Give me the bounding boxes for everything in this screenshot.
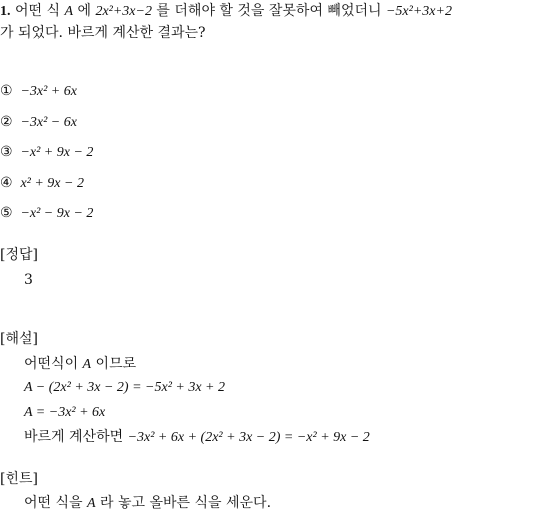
- choice-3[interactable]: [0, 143, 93, 162]
- choice-mark: ②: [0, 114, 13, 130]
- question-text-pre: 어떤 식: [14, 3, 65, 19]
- explanation-line-4: [24, 428, 370, 447]
- choice-expr: −3x² + 6x: [20, 84, 77, 99]
- choice-2[interactable]: [0, 113, 77, 132]
- hint-text: [24, 494, 271, 513]
- question-var-a: A: [64, 4, 73, 19]
- choice-expr: −x² − 9x − 2: [20, 206, 94, 221]
- explanation-line4-pre: 바르게 계산하면: [24, 429, 128, 445]
- question-line-2: 가 되었다. 바르게 계산한 결과는?: [0, 25, 206, 41]
- answer-label: [정답]: [0, 247, 38, 263]
- choice-mark: ①: [0, 83, 13, 99]
- explanation-label: [해설]: [0, 331, 38, 347]
- choice-expr: −x² + 9x − 2: [20, 145, 94, 160]
- choice-mark: ⑤: [0, 205, 13, 221]
- question-text-mid2: 를 더해야 할 것을 잘못하여 빼었더니: [151, 3, 386, 19]
- choice-mark: ③: [0, 144, 13, 160]
- explanation-line-3: A = −3x² + 6x: [24, 405, 106, 420]
- explanation-line-1: [24, 355, 136, 374]
- explanation-line4-expr: −3x² + 6x + (2x² + 3x − 2) = −x² + 9x − 2: [127, 430, 370, 445]
- explanation-var-a: A: [82, 357, 92, 372]
- hint-var-a: A: [87, 496, 96, 511]
- choice-5[interactable]: [0, 204, 93, 223]
- choice-4[interactable]: [0, 174, 84, 193]
- hint-text-pre: 어떤 식을: [24, 495, 87, 511]
- question-line-1: [0, 2, 452, 21]
- explanation-line-2: A − (2x² + 3x − 2) = −5x² + 3x + 2: [24, 380, 226, 395]
- choice-expr: x² + 9x − 2: [20, 176, 84, 191]
- question-expr-add: 2x²+3x−2: [95, 4, 152, 19]
- choice-expr: −3x² − 6x: [20, 115, 77, 130]
- answer-value: 3: [24, 272, 33, 288]
- hint-text-post: 라 놓고 올바른 식을 세운다.: [95, 495, 272, 511]
- question-text-mid: 에: [73, 3, 96, 19]
- question-expr-wrong: −5x²+3x+2: [385, 4, 452, 19]
- explanation-text-pre: 어떤식이: [24, 356, 83, 372]
- choice-1[interactable]: [0, 82, 77, 101]
- question-number: 1.: [0, 4, 11, 19]
- choice-mark: ④: [0, 175, 13, 191]
- hint-label: [힌트]: [0, 471, 38, 487]
- explanation-text-post: 이므로: [91, 356, 137, 372]
